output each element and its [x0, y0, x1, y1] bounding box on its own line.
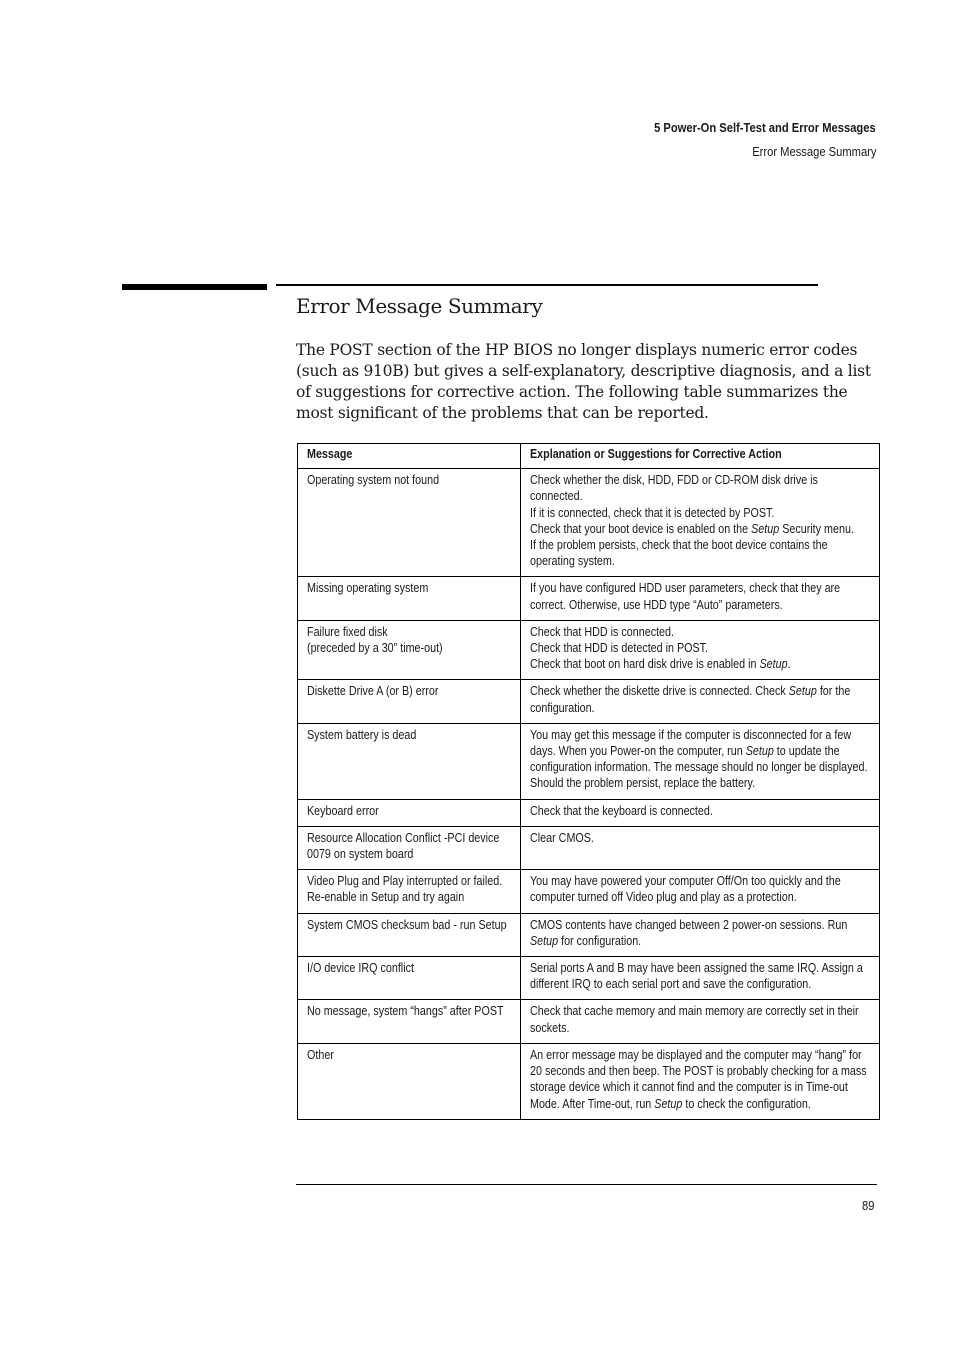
table-row — [298, 1000, 880, 1043]
running-header-section: Error Message Summary — [751, 144, 876, 159]
table-header-row — [298, 444, 880, 469]
message-text: Other — [307, 1047, 334, 1062]
cell-explanation — [521, 1043, 880, 1119]
cell-explanation — [521, 957, 880, 1000]
explanation-text: Check that the keyboard is connected. — [530, 803, 713, 818]
explanation-text: Check whether the diskette drive is connected. Check Setup for the configuration. — [530, 684, 851, 715]
cell-explanation — [521, 826, 880, 869]
explanation-text: Serial ports A and B may have been assigned the same IRQ. Assign a different IRQ to each serial port and save the configuration. — [530, 961, 863, 992]
table-row — [298, 469, 880, 577]
table-row — [298, 680, 880, 723]
message-text: Missing operating system — [307, 581, 429, 596]
cell-message — [298, 799, 521, 826]
cell-message — [298, 913, 521, 956]
explanation-text: If you have configured HDD user parameters, check that they are correct. Otherwise, use HDD type “Auto” parameters. — [530, 581, 841, 612]
cell-message — [298, 826, 521, 869]
cell-explanation — [521, 577, 880, 620]
table-row — [298, 799, 880, 826]
explanation-text: Check that cache memory and main memory are correctly set in their sockets. — [530, 1004, 859, 1035]
cell-explanation — [521, 913, 880, 956]
error-message-table — [297, 443, 880, 1120]
cell-explanation — [521, 680, 880, 723]
cell-message — [298, 723, 521, 799]
cell-explanation — [521, 723, 880, 799]
table-row — [298, 870, 880, 913]
explanation-text: Check whether the disk, HDD, FDD or CD-ROM disk drive is connected. If it is connected, check that it is detected by POST. Check that your boot device is enabled on the Setup Security menu. If the problem persists, check that the boot device contains the operating system. — [530, 473, 854, 569]
table-row — [298, 957, 880, 1000]
cell-message — [298, 680, 521, 723]
cell-message — [298, 469, 521, 577]
table-row — [298, 577, 880, 620]
section-rule-thick — [122, 284, 267, 290]
message-text: Failure fixed disk (preceded by a 30” time-out) — [307, 624, 443, 656]
footer-rule — [296, 1184, 877, 1185]
cell-explanation — [521, 469, 880, 577]
table-row — [298, 620, 880, 680]
explanation-text: You may have powered your computer Off/On too quickly and the computer turned off Video plug and play as a protection. — [530, 874, 841, 905]
message-text: Diskette Drive A (or B) error — [307, 684, 439, 699]
message-text: System CMOS checksum bad - run Setup — [307, 917, 507, 932]
explanation-text: An error message may be displayed and the computer may “hang” for 20 seconds and then beep. The POST is probably checking for a mass storage device which it cannot find and the computer is in Time-out Mode. After Time-out, run Setup to check the configuration. — [530, 1047, 867, 1111]
cell-message — [298, 577, 521, 620]
page-number: 89 — [861, 1198, 874, 1213]
cell-explanation — [521, 620, 880, 680]
cell-message — [298, 620, 521, 680]
message-text: System battery is dead — [307, 727, 417, 742]
cell-message — [298, 1000, 521, 1043]
cell-explanation — [521, 870, 880, 913]
table-row — [298, 913, 880, 956]
message-text: Operating system not found — [307, 473, 440, 488]
cell-explanation — [521, 1000, 880, 1043]
intro-paragraph: The POST section of the HP BIOS no longer displays numeric error codes (such as 910B) but gives a self-explanatory, descriptive diagnosis, and a list of suggestions for corrective action. The following table summarizes the most significant of the problems that can be reported. — [296, 341, 871, 422]
message-text: I/O device IRQ conflict — [307, 961, 414, 976]
column-header-message: Message — [298, 444, 521, 469]
explanation-text: CMOS contents have changed between 2 power-on sessions. Run Setup for configuration. — [530, 917, 848, 948]
column-header-explanation: Explanation or Suggestions for Corrective Action — [521, 444, 880, 469]
cell-message — [298, 1043, 521, 1119]
table-body — [298, 469, 880, 1120]
table-row — [298, 723, 880, 799]
explanation-text: Check that HDD is connected. Check that HDD is detected in POST. Check that boot on hard disk drive is enabled in Setup. — [530, 624, 791, 672]
section-rule-thin — [276, 284, 818, 286]
explanation-text: You may get this message if the computer is disconnected for a few days. When you Power-on the computer, run Setup to update the configuration information. The message should no longer be displayed. Should the problem persist, replace the battery. — [530, 727, 868, 791]
explanation-text: Clear CMOS. — [530, 830, 594, 845]
message-text: No message, system “hangs” after POST — [307, 1004, 504, 1019]
cell-message — [298, 957, 521, 1000]
message-text: Keyboard error — [307, 803, 379, 818]
message-text: Video Plug and Play interrupted or failed. Re-enable in Setup and try again — [307, 874, 503, 905]
cell-message — [298, 870, 521, 913]
running-header-chapter: 5 Power-On Self-Test and Error Messages — [654, 120, 876, 135]
table-row — [298, 1043, 880, 1119]
page-title: Error Message Summary — [296, 294, 543, 318]
cell-explanation — [521, 799, 880, 826]
table-row — [298, 826, 880, 869]
message-text: Resource Allocation Conflict -PCI device 0079 on system board — [307, 830, 500, 862]
